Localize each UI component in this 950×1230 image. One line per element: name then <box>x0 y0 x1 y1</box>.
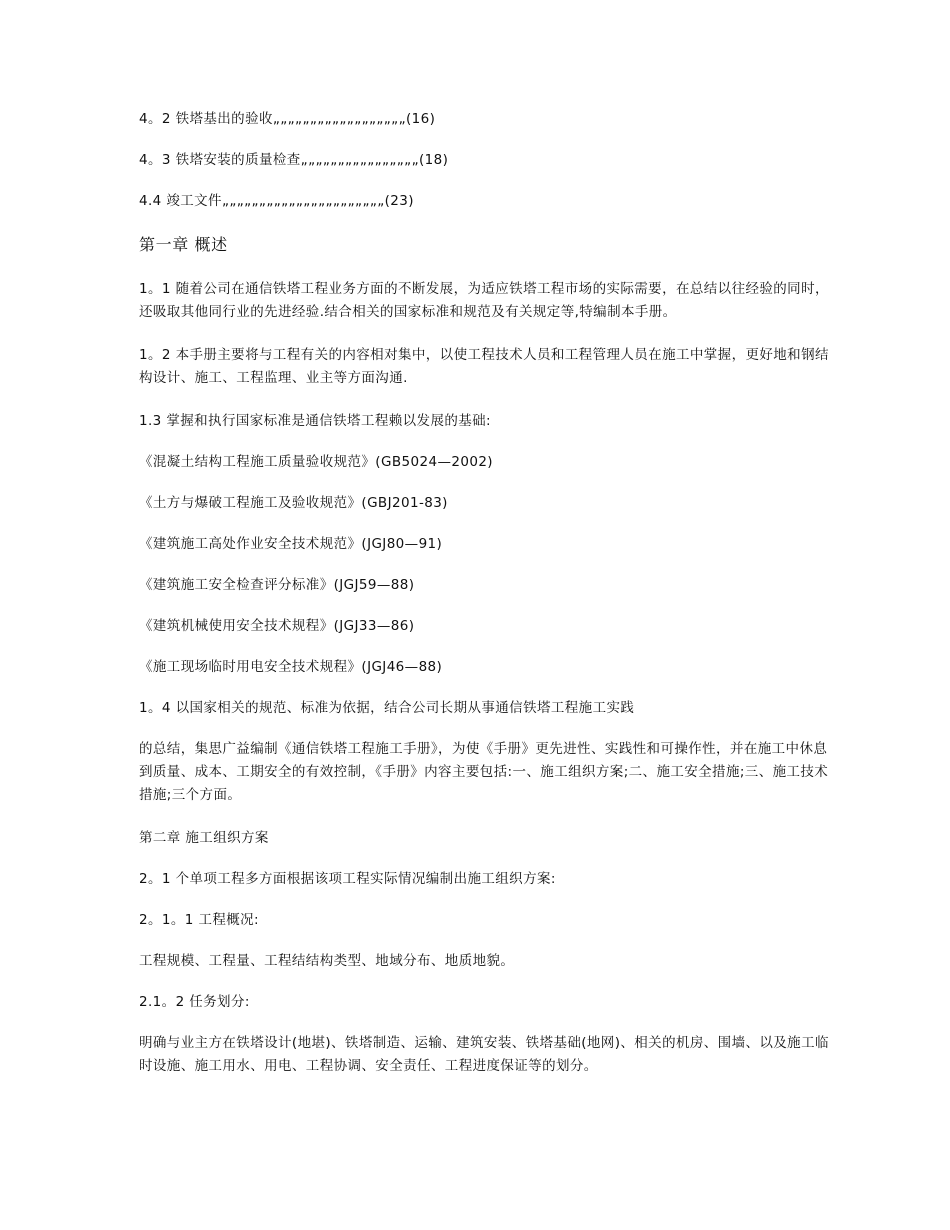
toc-entry-4-4: 4.4 竣工文件„„„„„„„„„„„„„„„„„„„„„„(23) <box>139 193 414 209</box>
standard-item: 《建筑施工安全检查评分标准》(JGJ59—88) <box>139 577 415 593</box>
paragraph-2-1-1-text: 工程规模、工程量、工程结结构类型、地域分布、地质地貌。 <box>139 953 515 969</box>
toc-entry-4-2: 4。2 铁塔基出的验收„„„„„„„„„„„„„„„„„„(16) <box>139 111 436 127</box>
paragraph-1-2: 1。2 本手册主要将与工程有关的内容相对集中，以使工程技术人员和工程管理人员在施工中掌握，更好地和钢结构设计、施工、工程监理、业主等方面沟通. <box>139 347 829 386</box>
standard-item: 《土方与爆破工程施工及验收规范》(GBJ201-83) <box>139 495 448 511</box>
paragraph-2-1-2: 2.1。2 任务划分: <box>139 994 250 1010</box>
standard-item: 《建筑机械使用安全技术规程》(JGJ33—86) <box>139 618 415 634</box>
toc-entry-4-3: 4。3 铁塔安装的质量检查„„„„„„„„„„„„„„„„(18) <box>139 152 449 168</box>
chapter-1-title: 第一章 概述 <box>139 235 228 254</box>
standard-item: 《混凝土结构工程施工质量验收规范》(GB5024—2002) <box>139 454 493 470</box>
paragraph-1-3: 1.3 掌握和执行国家标准是通信铁塔工程赖以发展的基础: <box>139 413 492 429</box>
standard-item: 《施工现场临时用电安全技术规程》(JGJ46—88) <box>139 659 443 675</box>
paragraph-1-4-continued: 的总结，集思广益编制《通信铁塔工程施工手册》，为使《手册》更先进性、实践性和可操作性，并在施工中休息到质量、成本、工期安全的有效控制，《手册》内容主要包括:一、施工组织方案;二、施工安全措施;三、施工技术措施;三个方面。 <box>139 741 829 803</box>
paragraph-1-4: 1。4 以国家相关的规范、标准为依据，结合公司长期从事通信铁塔工程施工实践 <box>139 700 635 716</box>
document-page <box>139 108 829 1078</box>
paragraph-2-1-2-text: 明确与业主方在铁塔设计(地堪)、铁塔制造、运输、建筑安装、铁塔基础(地网)、相关的机房、围墙、以及施工临时设施、施工用水、用电、工程协调、安全责任、工程进度保证等的划分。 <box>139 1035 829 1074</box>
paragraph-1-1: 1。1 随着公司在通信铁塔工程业务方面的不断发展，为适应铁塔工程市场的实际需要，在总结以往经验的同时，还吸取其他同行业的先进经验.结合相关的国家标准和规范及有关规定等,特编制本手册。 <box>139 281 829 320</box>
chapter-2-title: 第二章 施工组织方案 <box>139 830 269 846</box>
paragraph-2-1: 2。1 个单项工程多方面根据该项工程实际情况编制出施工组织方案: <box>139 871 556 887</box>
paragraph-2-1-1: 2。1。1 工程概况: <box>139 912 260 928</box>
standard-item: 《建筑施工高处作业安全技术规范》(JGJ80—91) <box>139 536 443 552</box>
